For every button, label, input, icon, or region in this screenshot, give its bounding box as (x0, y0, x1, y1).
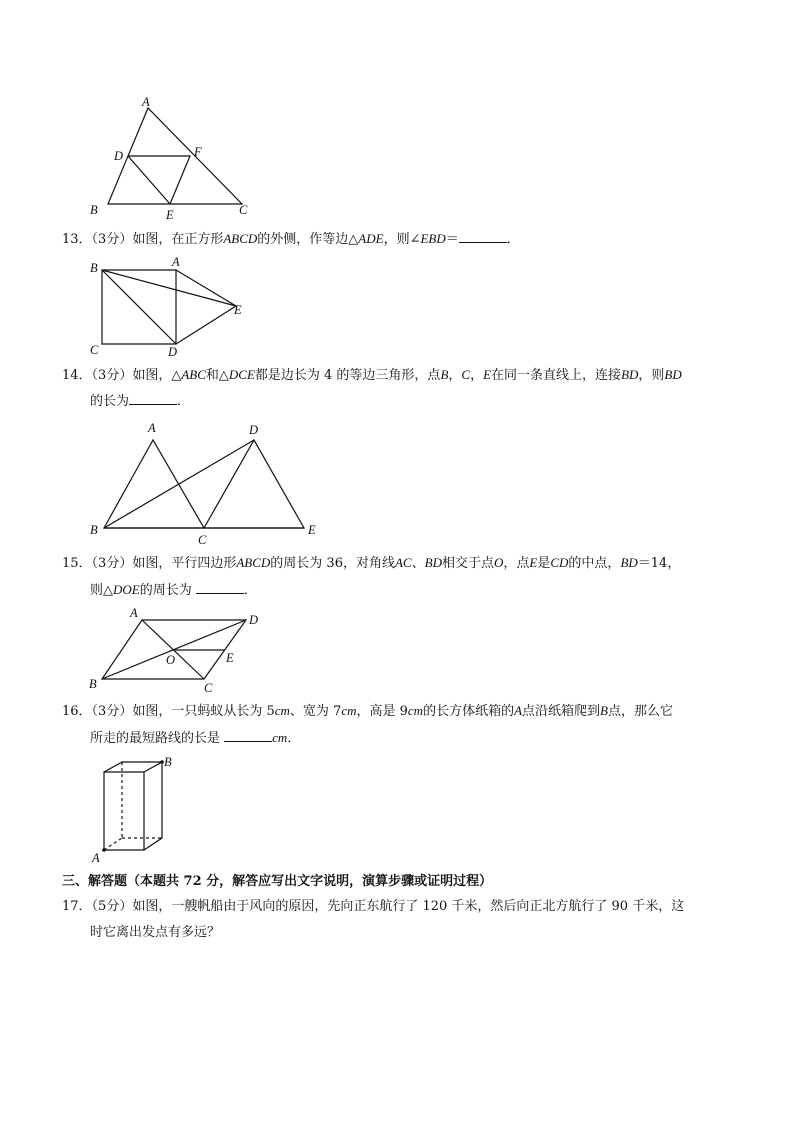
question-text: 点沿纸箱爬到 (522, 704, 601, 719)
question-text: ． (506, 232, 520, 247)
question-15 (62, 550, 680, 604)
math-var: BD (664, 367, 682, 382)
math-var: B (600, 703, 608, 718)
math-var: DOE (113, 582, 140, 597)
answer-blank[interactable] (129, 392, 177, 405)
label-E: E (308, 523, 316, 537)
segment-be (102, 270, 236, 306)
math-var: ADE (358, 231, 384, 246)
question-text: ， (448, 368, 462, 383)
question-text: 点，那么它 (608, 704, 674, 719)
question-text: 的周长为 (139, 583, 192, 598)
math-var: E (483, 367, 492, 382)
math-var: ABC (181, 367, 206, 382)
question-text: 如图，在正方形 (132, 232, 224, 247)
math-var: BD (621, 367, 639, 382)
label-B: B (89, 677, 97, 691)
label-A: A (142, 95, 150, 109)
label-D: D (168, 345, 178, 359)
question-13 (62, 226, 520, 253)
question-text: 的外侧，作等边△ (257, 232, 359, 247)
label-C: C (204, 681, 213, 695)
question-text: ， (470, 368, 484, 383)
label-D: D (249, 613, 259, 627)
math-var: B (440, 367, 449, 382)
segment-bd (104, 440, 254, 528)
math-var: DCE (228, 367, 255, 382)
question-text: ，则 (638, 368, 665, 383)
question-text: 如图，一艘帆船由于风向的原因，先向正东航行了 120 千米，然后向正北方航行了 90 千米，这 (132, 899, 685, 914)
question-text: ． (177, 394, 191, 409)
question-text: 的中点， (568, 556, 621, 571)
question-text: ＝ (445, 232, 459, 247)
question-text: ＝14， (637, 556, 681, 571)
answer-blank[interactable] (459, 230, 507, 243)
question-text: ，则∠ (383, 232, 421, 247)
question-number: 15．（3分） (62, 556, 133, 571)
section-heading: 三、解答题（本题共 72 分，解答应写出文字说明，演算步骤或证明过程） (62, 874, 493, 889)
question-text: ． (287, 731, 301, 746)
math-var: ABCD (236, 555, 271, 570)
triangle-ade (176, 270, 236, 344)
label-A: A (130, 606, 138, 620)
question-text: 相交于点 (441, 556, 494, 571)
math-var: EBD (420, 231, 446, 246)
figure-q14 (80, 418, 340, 548)
label-B: B (90, 523, 98, 537)
point-A (102, 848, 106, 852)
unit: cm (407, 703, 424, 718)
label-B: B (164, 755, 172, 769)
question-number: 14．（3分） (62, 368, 133, 383)
unit: cm (272, 730, 288, 745)
question-line-2 (62, 577, 680, 604)
answer-blank[interactable] (224, 729, 272, 742)
question-text: 是 (537, 556, 551, 571)
question-text: 则△ (90, 583, 113, 598)
question-line-2 (62, 725, 673, 752)
question-text: 和△ (205, 368, 229, 383)
label-B: B (90, 203, 98, 217)
label-C: C (239, 203, 248, 217)
figure-q12 (80, 90, 270, 230)
label-E: E (234, 303, 242, 317)
math-var: A (514, 703, 523, 718)
question-text: 的长方体纸箱的 (423, 704, 515, 719)
question-text: ，点 (503, 556, 530, 571)
cuboid-right-face (144, 762, 162, 850)
answer-blank[interactable] (196, 581, 244, 594)
math-var: E (529, 555, 538, 570)
triangle-dce (204, 440, 304, 528)
question-text: 、宽为 7 (289, 704, 342, 719)
triangle-def (128, 156, 190, 204)
math-var: BD (424, 555, 442, 570)
question-line-2: 时它离出发点有多远？ (90, 925, 221, 940)
label-B: B (90, 261, 98, 275)
question-text: 如图，△ (132, 368, 182, 383)
question-17 (62, 894, 684, 946)
figure-q15 (80, 604, 280, 696)
label-F: F (194, 145, 202, 159)
label-E: E (166, 208, 174, 222)
label-C: C (198, 533, 207, 547)
unit: cm (274, 703, 290, 718)
question-text: 的长为 (90, 394, 130, 409)
math-var: C (461, 367, 471, 382)
question-text: ． (243, 583, 257, 598)
question-text: 所走的最短路线的长是 (90, 731, 221, 746)
label-A: A (92, 851, 100, 865)
label-E: E (226, 651, 234, 665)
unit: cm (341, 703, 357, 718)
question-text: ，高是 9 (356, 704, 408, 719)
label-A: A (172, 255, 180, 269)
question-number: 16．（3分） (62, 704, 133, 719)
cuboid-top-face (104, 762, 162, 772)
hidden-edge-depth (104, 838, 122, 850)
label-A: A (148, 421, 156, 435)
math-var: CD (550, 555, 569, 570)
question-line-2 (62, 389, 682, 415)
label-D: D (114, 149, 124, 163)
question-text: 如图，平行四边形 (132, 556, 237, 571)
math-var: O (493, 555, 504, 570)
segment-bd (102, 270, 176, 344)
triangle-abc (104, 440, 204, 528)
question-14 (62, 362, 682, 415)
math-var: BD (620, 555, 638, 570)
question-number: 13．（3分） (62, 232, 133, 247)
label-D: D (249, 423, 259, 437)
question-text: 的周长为 36，对角线 (270, 556, 395, 571)
figure-q16 (80, 752, 190, 868)
label-O: O (166, 653, 176, 667)
question-text: 如图，一只蚂蚁从长为 5 (132, 704, 275, 719)
math-var: ABCD (223, 231, 258, 246)
figure-q13 (80, 252, 260, 362)
question-number: 17．（5分） (62, 899, 133, 914)
question-text: 在同一条直线上，连接 (491, 368, 622, 383)
question-text: 、 (411, 556, 425, 571)
question-16 (62, 698, 673, 752)
label-C: C (90, 343, 99, 357)
math-var: AC (394, 555, 412, 570)
question-text: 都是边长为 4 的等边三角形，点 (254, 368, 441, 383)
